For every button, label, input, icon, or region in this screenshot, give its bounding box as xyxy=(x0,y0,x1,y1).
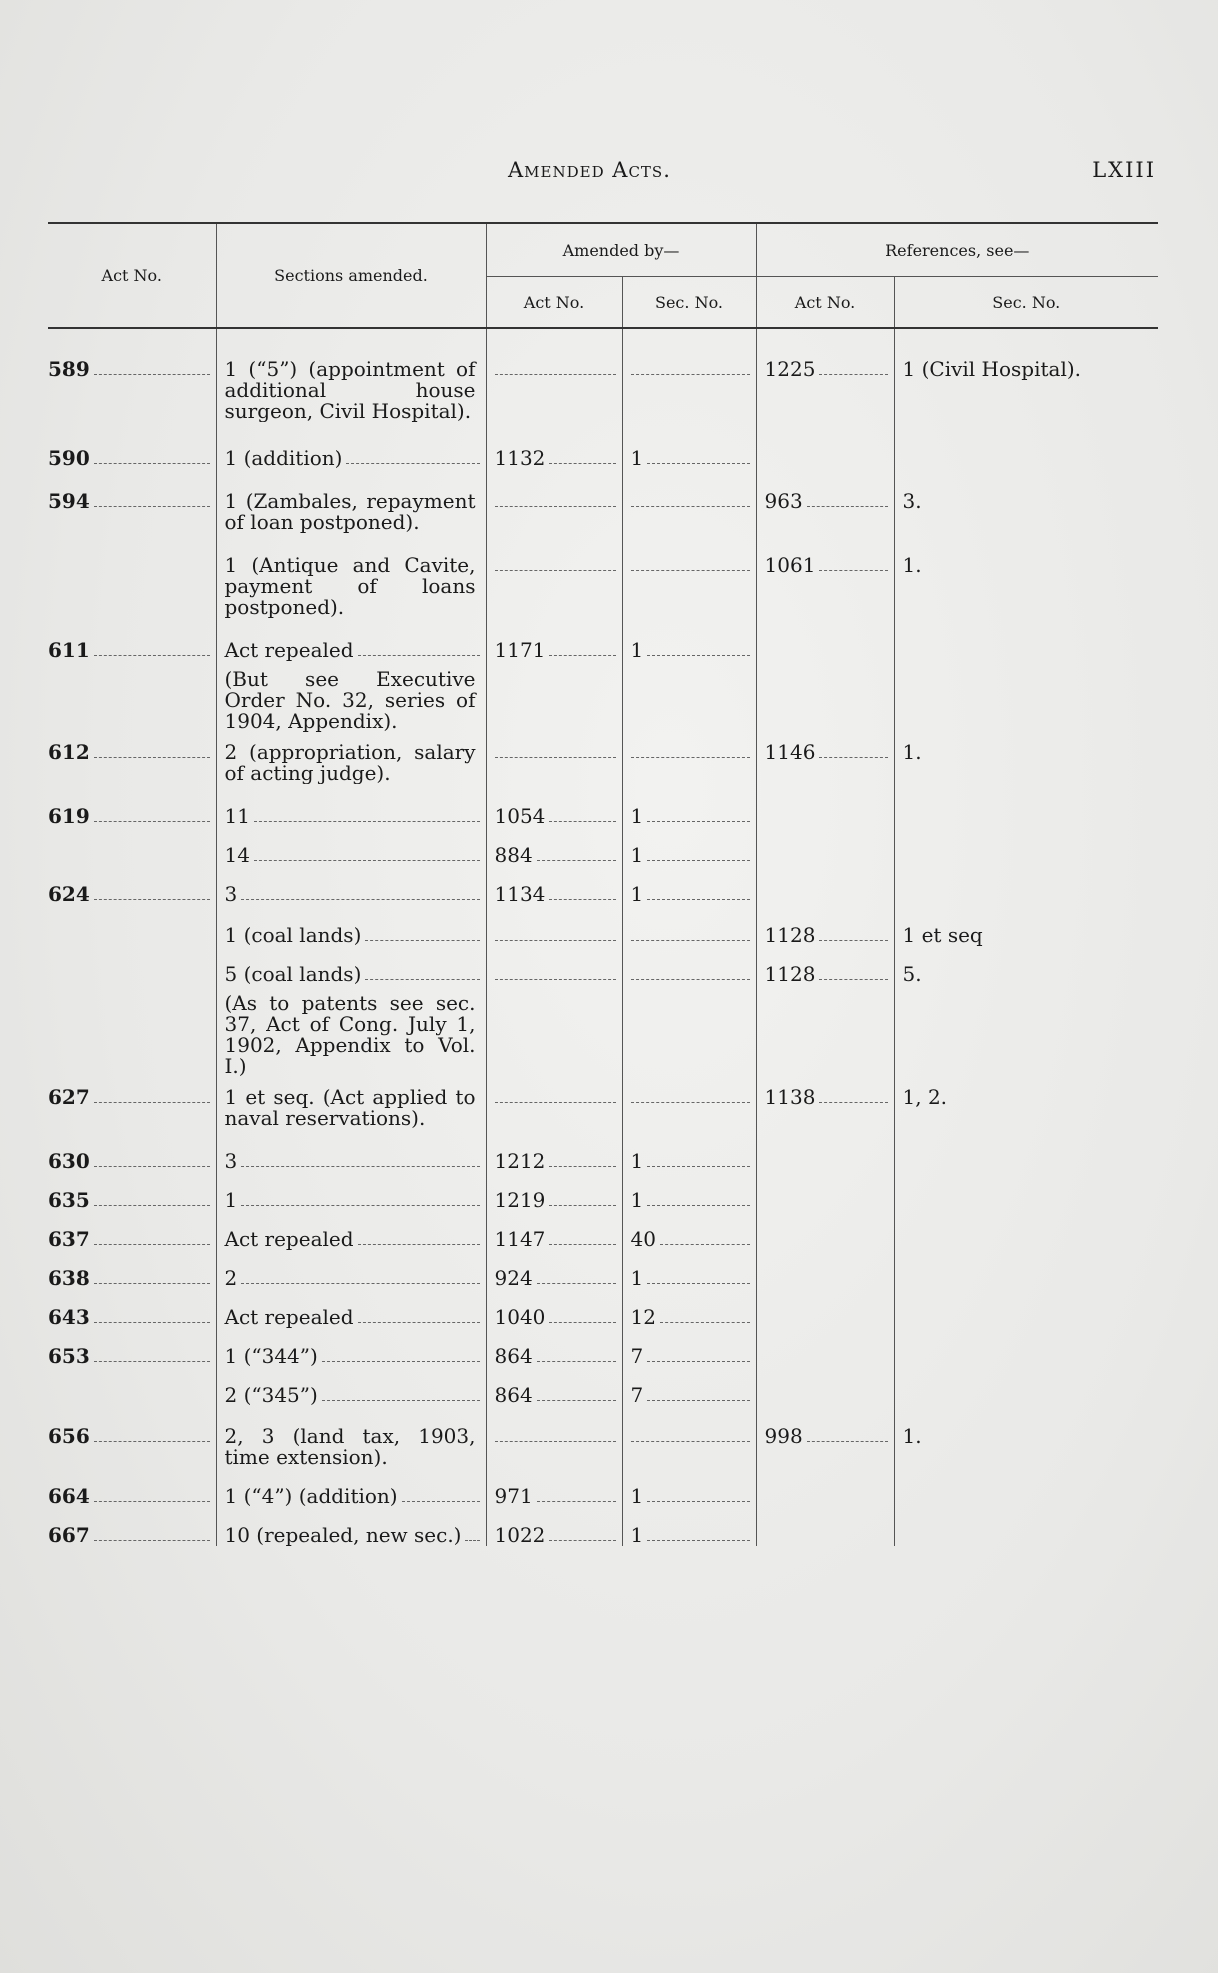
ref-sec-cell-text: 3. xyxy=(902,489,922,513)
amended-act-cell xyxy=(486,469,622,533)
ref-sec-cell xyxy=(894,1250,1158,1289)
act-no-cell xyxy=(48,1507,216,1546)
amended-act-cell-text: 971 xyxy=(494,1484,533,1507)
table-row xyxy=(48,422,1158,469)
amended-sec-cell xyxy=(622,866,756,905)
ref-act-cell xyxy=(756,1328,894,1367)
section-cell-text: Act repealed xyxy=(224,1305,354,1328)
amended-act-cell-text: 1054 xyxy=(494,804,546,827)
amended-act-cell xyxy=(486,1211,622,1250)
act-no-cell xyxy=(48,1468,216,1507)
act-no-cell xyxy=(48,1250,216,1289)
ref-act-cell xyxy=(756,1211,894,1250)
ref-act-cell-text: 1128 xyxy=(764,923,816,946)
act-no-cell xyxy=(48,1077,216,1129)
ref-act-cell xyxy=(756,328,894,422)
amended-sec-cell-text: 1 xyxy=(630,446,644,469)
ref-sec-cell-text: 1, 2. xyxy=(902,1085,948,1109)
act-no-cell-text: 619 xyxy=(48,804,90,827)
section-cell-text: 11 xyxy=(224,804,250,827)
section-cell xyxy=(216,1289,486,1328)
table-row xyxy=(48,1328,1158,1367)
section-cell xyxy=(216,328,486,422)
amended-sec-cell xyxy=(622,661,756,732)
ref-sec-cell xyxy=(894,905,1158,946)
act-no-cell-text: 656 xyxy=(48,1424,90,1448)
section-cell-text: 1 (“4”) (addition) xyxy=(224,1484,398,1507)
amended-sec-cell xyxy=(622,422,756,469)
amended-act-cell-text: 924 xyxy=(494,1266,533,1289)
ref-act-cell xyxy=(756,1250,894,1289)
amended-act-cell-text: 1134 xyxy=(494,882,546,905)
amended-act-cell xyxy=(486,1468,622,1507)
ref-act-cell xyxy=(756,866,894,905)
act-no-cell-text: 589 xyxy=(48,357,90,381)
table-row xyxy=(48,1468,1158,1507)
ref-sec-cell xyxy=(894,985,1158,1077)
act-no-cell xyxy=(48,1211,216,1250)
ref-act-cell xyxy=(756,1172,894,1211)
act-no-cell xyxy=(48,618,216,661)
section-cell-text: Act repealed xyxy=(224,1227,354,1250)
amended-sec-cell-text: 1 xyxy=(630,638,644,661)
act-no-cell-text: 612 xyxy=(48,740,90,764)
ref-act-cell xyxy=(756,1367,894,1406)
amended-sec-cell xyxy=(622,1468,756,1507)
section-cell-text: 1 (“5”) (appointment of additional house surgeon, Civil Hospital). xyxy=(224,357,476,422)
amended-sec-cell xyxy=(622,1077,756,1129)
ref-act-cell xyxy=(756,905,894,946)
amended-act-cell-text: 884 xyxy=(494,843,533,866)
amended-act-cell xyxy=(486,618,622,661)
section-cell-text: 1 xyxy=(224,1188,238,1211)
table-row xyxy=(48,784,1158,827)
section-cell xyxy=(216,1328,486,1367)
amended-sec-cell xyxy=(622,1172,756,1211)
section-cell-text: 1 (coal lands) xyxy=(224,923,362,946)
ref-act-cell-text: 1225 xyxy=(764,357,816,381)
col-header-amended-act-no: Act No. xyxy=(486,277,622,329)
amended-sec-cell-text: 1 xyxy=(630,1266,644,1289)
col-header-references: References, see— xyxy=(756,223,1158,277)
ref-act-cell xyxy=(756,1129,894,1172)
amended-act-cell xyxy=(486,422,622,469)
amended-sec-cell xyxy=(622,1367,756,1406)
amended-act-cell-text: 864 xyxy=(494,1344,533,1367)
section-cell xyxy=(216,1468,486,1507)
ref-act-cell xyxy=(756,985,894,1077)
amended-sec-cell-text: 1 xyxy=(630,804,644,827)
act-no-cell xyxy=(48,784,216,827)
act-no-cell xyxy=(48,469,216,533)
act-no-cell xyxy=(48,946,216,985)
amended-sec-cell-text: 1 xyxy=(630,1149,644,1172)
table-row xyxy=(48,661,1158,732)
act-no-cell xyxy=(48,905,216,946)
amended-sec-cell xyxy=(622,1289,756,1328)
amended-sec-cell-text: 7 xyxy=(630,1383,644,1406)
amended-act-cell xyxy=(486,1129,622,1172)
ref-sec-cell xyxy=(894,1328,1158,1367)
table-row xyxy=(48,1289,1158,1328)
ref-sec-cell xyxy=(894,1129,1158,1172)
col-header-sections-amended: Sections amended. xyxy=(216,223,486,328)
amended-act-cell-text: 1132 xyxy=(494,446,546,469)
table-row xyxy=(48,328,1158,422)
section-cell-text: 1 et seq. (Act applied to naval reservations). xyxy=(224,1085,476,1129)
page-number: LXIII xyxy=(1092,158,1156,182)
amended-sec-cell-text: 1 xyxy=(630,843,644,866)
amended-sec-cell xyxy=(622,732,756,784)
ref-sec-cell xyxy=(894,533,1158,618)
section-cell xyxy=(216,905,486,946)
amended-act-cell-text: 1040 xyxy=(494,1305,546,1328)
table-row xyxy=(48,1172,1158,1211)
amended-sec-cell-text: 40 xyxy=(630,1227,656,1250)
ref-act-cell xyxy=(756,1406,894,1468)
section-cell-text: 3 xyxy=(224,1149,238,1172)
amended-act-cell xyxy=(486,732,622,784)
table-row xyxy=(48,533,1158,618)
amended-sec-cell xyxy=(622,1129,756,1172)
section-cell xyxy=(216,985,486,1077)
section-cell xyxy=(216,1172,486,1211)
act-no-cell-text: 627 xyxy=(48,1085,90,1109)
ref-sec-cell xyxy=(894,422,1158,469)
amended-act-cell xyxy=(486,661,622,732)
table-row xyxy=(48,618,1158,661)
ref-sec-cell xyxy=(894,1172,1158,1211)
section-cell xyxy=(216,661,486,732)
section-cell xyxy=(216,533,486,618)
amended-sec-cell xyxy=(622,1507,756,1546)
col-header-amended-sec-no: Sec. No. xyxy=(622,277,756,329)
amended-sec-cell xyxy=(622,784,756,827)
ref-act-cell xyxy=(756,1077,894,1129)
ref-act-cell xyxy=(756,469,894,533)
ref-act-cell-text: 1146 xyxy=(764,740,816,764)
amended-act-cell xyxy=(486,946,622,985)
act-no-cell xyxy=(48,661,216,732)
ref-act-cell-text: 1128 xyxy=(764,962,816,985)
ref-act-cell xyxy=(756,1507,894,1546)
act-no-cell xyxy=(48,1328,216,1367)
amended-act-cell-text: 1022 xyxy=(494,1523,546,1546)
amended-act-cell xyxy=(486,1367,622,1406)
act-no-cell xyxy=(48,1406,216,1468)
amended-sec-cell-text: 1 xyxy=(630,1484,644,1507)
col-header-act-no: Act No. xyxy=(48,223,216,328)
section-cell-text: 1 (addition) xyxy=(224,446,343,469)
amended-act-cell xyxy=(486,866,622,905)
amended-act-cell-text: 1219 xyxy=(494,1188,546,1211)
act-no-cell xyxy=(48,866,216,905)
amended-act-cell xyxy=(486,1172,622,1211)
ref-act-cell-text: 998 xyxy=(764,1424,803,1448)
section-cell xyxy=(216,1077,486,1129)
ref-act-cell xyxy=(756,1289,894,1328)
amended-act-cell xyxy=(486,328,622,422)
section-cell xyxy=(216,732,486,784)
amended-sec-cell xyxy=(622,533,756,618)
amended-sec-cell xyxy=(622,1250,756,1289)
ref-sec-cell xyxy=(894,1406,1158,1468)
ref-sec-cell xyxy=(894,1468,1158,1507)
amended-act-cell-text: 1171 xyxy=(494,638,546,661)
section-cell xyxy=(216,1250,486,1289)
table-row xyxy=(48,1406,1158,1468)
table-row xyxy=(48,946,1158,985)
section-cell-text: 10 (repealed, new sec.) xyxy=(224,1523,462,1546)
section-cell-text: 2 xyxy=(224,1266,238,1289)
amended-sec-cell xyxy=(622,469,756,533)
table-row xyxy=(48,866,1158,905)
ref-act-cell xyxy=(756,946,894,985)
ref-sec-cell xyxy=(894,866,1158,905)
act-no-cell-text: 590 xyxy=(48,446,90,469)
section-cell xyxy=(216,469,486,533)
section-cell-text: 2 (appropriation, salary of acting judge). xyxy=(224,740,476,784)
table-row xyxy=(48,1211,1158,1250)
ref-act-cell xyxy=(756,422,894,469)
ref-sec-cell-text: 1 (Civil Hospital). xyxy=(902,357,1082,381)
table-row xyxy=(48,1367,1158,1406)
running-head xyxy=(0,158,1218,188)
section-cell xyxy=(216,827,486,866)
act-no-cell-text: 635 xyxy=(48,1188,90,1211)
amended-act-cell xyxy=(486,784,622,827)
act-no-cell xyxy=(48,1172,216,1211)
table-row xyxy=(48,985,1158,1077)
act-no-cell xyxy=(48,827,216,866)
ref-sec-cell xyxy=(894,1507,1158,1546)
page-title: Amended Acts. xyxy=(508,158,671,182)
amended-sec-cell xyxy=(622,946,756,985)
section-cell xyxy=(216,784,486,827)
act-no-cell xyxy=(48,985,216,1077)
table-row xyxy=(48,1507,1158,1546)
act-no-cell-text: 637 xyxy=(48,1227,90,1250)
amended-sec-cell-text: 7 xyxy=(630,1344,644,1367)
section-cell xyxy=(216,946,486,985)
act-no-cell-text: 611 xyxy=(48,638,90,661)
amended-sec-cell-text: 1 xyxy=(630,882,644,905)
ref-sec-cell xyxy=(894,732,1158,784)
table-row xyxy=(48,827,1158,866)
section-cell-text: 14 xyxy=(224,843,250,866)
amended-sec-cell-text: 1 xyxy=(630,1523,644,1546)
act-no-cell xyxy=(48,732,216,784)
section-cell-text: 1 (Zambales, repayment of loan postponed). xyxy=(224,489,476,533)
act-no-cell-text: 667 xyxy=(48,1523,90,1546)
ref-sec-cell xyxy=(894,946,1158,985)
section-cell xyxy=(216,1129,486,1172)
act-no-cell-text: 664 xyxy=(48,1484,90,1507)
ref-sec-cell-text: 1. xyxy=(902,553,922,577)
act-no-cell-text: 643 xyxy=(48,1305,90,1328)
table-row xyxy=(48,1129,1158,1172)
ref-sec-cell xyxy=(894,827,1158,866)
section-cell xyxy=(216,1406,486,1468)
ref-sec-cell-text: 5. xyxy=(902,962,922,985)
act-no-cell xyxy=(48,1367,216,1406)
col-header-ref-act-no: Act No. xyxy=(756,277,894,329)
ref-act-cell-text: 1061 xyxy=(764,553,816,577)
amended-sec-cell xyxy=(622,1406,756,1468)
ref-sec-cell-text: 1 et seq xyxy=(902,923,983,946)
act-no-cell xyxy=(48,1129,216,1172)
amended-act-cell xyxy=(486,533,622,618)
ref-sec-cell xyxy=(894,1077,1158,1129)
amended-act-cell-text: 1147 xyxy=(494,1227,546,1250)
section-cell-text: 1 (Antique and Cavite, payment of loans postponed). xyxy=(224,553,476,618)
section-cell-text: (As to patents see sec. 37, Act of Cong. July 1, 1902, Appendix to Vol. I.) xyxy=(224,991,476,1077)
amended-act-cell-text: 864 xyxy=(494,1383,533,1406)
amended-sec-cell xyxy=(622,985,756,1077)
section-cell xyxy=(216,1367,486,1406)
section-cell xyxy=(216,1507,486,1546)
act-no-cell-text: 653 xyxy=(48,1344,90,1367)
table-row xyxy=(48,905,1158,946)
ref-act-cell xyxy=(756,1468,894,1507)
amended-act-cell xyxy=(486,1250,622,1289)
section-cell-text: 2, 3 (land tax, 1903, time extension). xyxy=(224,1424,476,1468)
ref-act-cell xyxy=(756,661,894,732)
ref-sec-cell xyxy=(894,1367,1158,1406)
amended-sec-cell xyxy=(622,1328,756,1367)
amended-act-cell xyxy=(486,1328,622,1367)
ref-act-cell-text: 963 xyxy=(764,489,803,513)
ref-act-cell xyxy=(756,732,894,784)
table-body xyxy=(48,328,1158,1546)
col-header-ref-sec-no: Sec. No. xyxy=(894,277,1158,329)
act-no-cell-text: 624 xyxy=(48,882,90,905)
section-cell-text: 2 (“345”) xyxy=(224,1383,318,1406)
section-cell xyxy=(216,1211,486,1250)
act-no-cell xyxy=(48,1289,216,1328)
table-row xyxy=(48,732,1158,784)
table-row xyxy=(48,1250,1158,1289)
act-no-cell-text: 630 xyxy=(48,1149,90,1172)
ref-sec-cell-text: 1. xyxy=(902,740,922,764)
ref-sec-cell xyxy=(894,328,1158,422)
amended-sec-cell xyxy=(622,905,756,946)
table-row xyxy=(48,469,1158,533)
act-no-cell xyxy=(48,533,216,618)
amended-act-cell xyxy=(486,1289,622,1328)
ref-sec-cell xyxy=(894,1211,1158,1250)
act-no-cell xyxy=(48,422,216,469)
amended-act-cell xyxy=(486,1077,622,1129)
section-cell-text: 1 (“344”) xyxy=(224,1344,318,1367)
ref-sec-cell xyxy=(894,784,1158,827)
amended-sec-cell xyxy=(622,827,756,866)
amended-act-cell xyxy=(486,985,622,1077)
ref-act-cell xyxy=(756,618,894,661)
ref-sec-cell xyxy=(894,618,1158,661)
section-cell xyxy=(216,866,486,905)
ref-sec-cell xyxy=(894,469,1158,533)
ref-sec-cell xyxy=(894,1289,1158,1328)
amended-act-cell xyxy=(486,827,622,866)
section-cell-text: (But see Executive Order No. 32, series of 1904, Appendix). xyxy=(224,667,476,732)
amended-sec-cell xyxy=(622,1211,756,1250)
act-no-cell xyxy=(48,328,216,422)
act-no-cell-text: 638 xyxy=(48,1266,90,1289)
amended-act-cell xyxy=(486,1507,622,1546)
amended-sec-cell-text: 12 xyxy=(630,1305,656,1328)
ref-sec-cell xyxy=(894,661,1158,732)
amended-act-cell xyxy=(486,905,622,946)
amended-act-cell xyxy=(486,1406,622,1468)
section-cell-text: 5 (coal lands) xyxy=(224,962,362,985)
amended-acts-table xyxy=(48,222,1158,1546)
section-cell xyxy=(216,618,486,661)
ref-act-cell-text: 1138 xyxy=(764,1085,816,1109)
ref-act-cell xyxy=(756,533,894,618)
act-no-cell-text: 594 xyxy=(48,489,90,513)
section-cell-text: 3 xyxy=(224,882,238,905)
section-cell-text: Act repealed xyxy=(224,638,354,661)
ref-act-cell xyxy=(756,784,894,827)
amended-sec-cell xyxy=(622,618,756,661)
table-row xyxy=(48,1077,1158,1129)
col-header-amended-by: Amended by— xyxy=(486,223,756,277)
amended-sec-cell xyxy=(622,328,756,422)
ref-act-cell xyxy=(756,827,894,866)
amended-act-cell-text: 1212 xyxy=(494,1149,546,1172)
section-cell xyxy=(216,422,486,469)
amended-sec-cell-text: 1 xyxy=(630,1188,644,1211)
ref-sec-cell-text: 1. xyxy=(902,1424,922,1448)
